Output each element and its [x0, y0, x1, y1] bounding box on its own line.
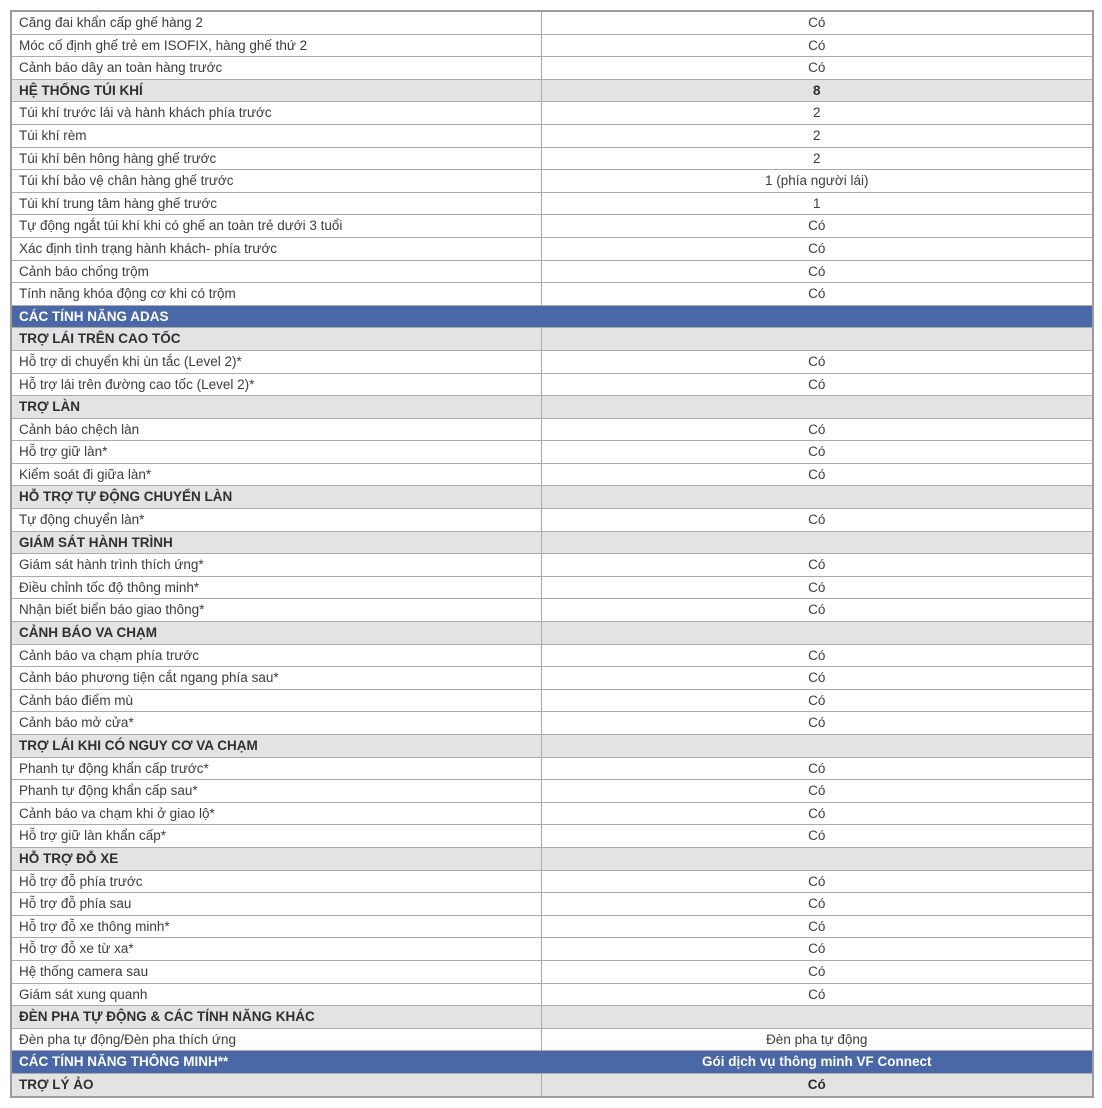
- table-row: [11, 509, 1093, 532]
- feature-label-cell: Phanh tự động khẩn cấp trước*: [11, 757, 541, 780]
- feature-label-cell: Giám sát hành trình thích ứng*: [11, 554, 541, 577]
- value-cell: [541, 328, 1093, 351]
- section-title-cell: TRỢ LÁI KHI CÓ NGUY CƠ VA CHẠM: [11, 735, 541, 758]
- table-row: [11, 192, 1093, 215]
- value-cell: Có: [541, 915, 1093, 938]
- section-title-cell: GIÁM SÁT HÀNH TRÌNH: [11, 531, 541, 554]
- section-title-cell: CẢNH BÁO VA CHẠM: [11, 622, 541, 645]
- section-title-cell: ĐÈN PHA TỰ ĐỘNG & CÁC TÍNH NĂNG KHÁC: [11, 1006, 541, 1029]
- value-cell: [541, 1006, 1093, 1029]
- feature-label-cell: Cảnh báo va chạm khi ở giao lộ*: [11, 802, 541, 825]
- section-header-row: [11, 622, 1093, 645]
- table-row: [11, 915, 1093, 938]
- feature-label-cell: Túi khí bên hông hàng ghế trước: [11, 147, 541, 170]
- table-row: [11, 215, 1093, 238]
- feature-label-cell: Cảnh báo va chạm phía trước: [11, 644, 541, 667]
- section-header-row: [11, 531, 1093, 554]
- value-cell: Có: [541, 667, 1093, 690]
- table-row: [11, 667, 1093, 690]
- table-row: [11, 260, 1093, 283]
- value-cell: [541, 531, 1093, 554]
- section-header-row: [11, 305, 1093, 328]
- value-cell: Có: [541, 283, 1093, 306]
- table-row: [11, 283, 1093, 306]
- table-row: [11, 147, 1093, 170]
- table-row: [11, 870, 1093, 893]
- feature-label-cell: Cảnh báo điểm mù: [11, 689, 541, 712]
- section-title-cell: TRỢ LÁI TRÊN CAO TỐC: [11, 328, 541, 351]
- value-cell: Có: [541, 1073, 1093, 1096]
- table-row: [11, 825, 1093, 848]
- table-row: [11, 893, 1093, 916]
- feature-label-cell: Điều chỉnh tốc độ thông minh*: [11, 576, 541, 599]
- feature-label-cell: Kiểm soát đi giữa làn*: [11, 463, 541, 486]
- feature-label-cell: Hỗ trợ di chuyển khi ùn tắc (Level 2)*: [11, 350, 541, 373]
- value-cell: Có: [541, 599, 1093, 622]
- section-title-cell: CÁC TÍNH NĂNG ADAS: [11, 305, 541, 328]
- value-cell: Có: [541, 802, 1093, 825]
- value-cell: [541, 622, 1093, 645]
- section-header-row: [11, 1006, 1093, 1029]
- value-cell: Có: [541, 34, 1093, 57]
- table-row: [11, 960, 1093, 983]
- value-cell: Có: [541, 893, 1093, 916]
- feature-label-cell: Cảnh báo mở cửa*: [11, 712, 541, 735]
- value-cell: Có: [541, 780, 1093, 803]
- value-cell: 1: [541, 192, 1093, 215]
- value-cell: 8: [541, 79, 1093, 102]
- feature-label-cell: Móc cố định ghế trẻ em ISOFIX, hàng ghế thứ 2: [11, 34, 541, 57]
- table-row: [11, 124, 1093, 147]
- feature-label-cell: Tự động ngắt túi khí khi có ghế an toàn trẻ dưới 3 tuổi: [11, 215, 541, 238]
- value-cell: Có: [541, 644, 1093, 667]
- table-row: [11, 938, 1093, 961]
- value-cell: [541, 396, 1093, 419]
- value-cell: [541, 486, 1093, 509]
- feature-label-cell: Xác định tình trạng hành khách- phía trước: [11, 237, 541, 260]
- table-row: [11, 102, 1093, 125]
- feature-label-cell: Hỗ trợ đỗ xe thông minh*: [11, 915, 541, 938]
- section-title-cell: CÁC TÍNH NĂNG THÔNG MINH**: [11, 1051, 541, 1074]
- table-row: [11, 441, 1093, 464]
- value-cell: Gói dịch vụ thông minh VF Connect: [541, 1051, 1093, 1074]
- feature-label-cell: Hỗ trợ giữ làn*: [11, 441, 541, 464]
- section-header-row: [11, 1051, 1093, 1074]
- value-cell: Có: [541, 373, 1093, 396]
- table-row: [11, 11, 1093, 34]
- table-row: [11, 599, 1093, 622]
- table-row: [11, 983, 1093, 1006]
- section-title-cell: TRỢ LÀN: [11, 396, 541, 419]
- feature-label-cell: Hỗ trợ đỗ xe từ xa*: [11, 938, 541, 961]
- section-title-cell: HỆ THỐNG TÚI KHÍ: [11, 79, 541, 102]
- feature-label-cell: Giám sát xung quanh: [11, 983, 541, 1006]
- feature-label-cell: Túi khí trước lái và hành khách phía trước: [11, 102, 541, 125]
- value-cell: Có: [541, 938, 1093, 961]
- feature-label-cell: Hỗ trợ giữ làn khẩn cấp*: [11, 825, 541, 848]
- value-cell: Có: [541, 237, 1093, 260]
- spec-table: [10, 10, 1094, 1098]
- table-row: [11, 418, 1093, 441]
- table-row: [11, 373, 1093, 396]
- value-cell: Có: [541, 57, 1093, 80]
- value-cell: Có: [541, 509, 1093, 532]
- value-cell: 2: [541, 147, 1093, 170]
- feature-label-cell: Căng đai khẩn cấp ghế hàng 2: [11, 11, 541, 34]
- feature-label-cell: Đèn pha tự động/Đèn pha thích ứng: [11, 1028, 541, 1051]
- value-cell: Có: [541, 983, 1093, 1006]
- section-header-row: [11, 735, 1093, 758]
- value-cell: Có: [541, 215, 1093, 238]
- table-row: [11, 780, 1093, 803]
- value-cell: Có: [541, 576, 1093, 599]
- feature-label-cell: Cảnh báo chống trộm: [11, 260, 541, 283]
- section-header-row: [11, 396, 1093, 419]
- value-cell: 1 (phía người lái): [541, 170, 1093, 193]
- section-title-cell: TRỢ LÝ ẢO: [11, 1073, 541, 1096]
- feature-label-cell: Hỗ trợ đỗ phía sau: [11, 893, 541, 916]
- table-row: [11, 689, 1093, 712]
- value-cell: Có: [541, 870, 1093, 893]
- feature-label-cell: Túi khí rèm: [11, 124, 541, 147]
- section-title-cell: HỖ TRỢ TỰ ĐỘNG CHUYỂN LÀN: [11, 486, 541, 509]
- value-cell: Có: [541, 463, 1093, 486]
- feature-label-cell: Tự động chuyển làn*: [11, 509, 541, 532]
- table-row: [11, 554, 1093, 577]
- feature-label-cell: Cảnh báo chệch làn: [11, 418, 541, 441]
- feature-label-cell: Hỗ trợ lái trên đường cao tốc (Level 2)*: [11, 373, 541, 396]
- value-cell: Có: [541, 11, 1093, 34]
- feature-label-cell: Túi khí trung tâm hàng ghế trước: [11, 192, 541, 215]
- value-cell: Có: [541, 825, 1093, 848]
- value-cell: Có: [541, 441, 1093, 464]
- spec-table-body: [11, 11, 1093, 1097]
- value-cell: Có: [541, 712, 1093, 735]
- value-cell: [541, 847, 1093, 870]
- value-cell: Đèn pha tự động: [541, 1028, 1093, 1051]
- feature-label-cell: Hệ thống camera sau: [11, 960, 541, 983]
- value-cell: 2: [541, 124, 1093, 147]
- table-row: [11, 237, 1093, 260]
- table-row: [11, 463, 1093, 486]
- value-cell: Có: [541, 960, 1093, 983]
- table-row: [11, 350, 1093, 373]
- value-cell: Có: [541, 689, 1093, 712]
- feature-label-cell: Hỗ trợ đỗ phía trước: [11, 870, 541, 893]
- table-row: [11, 712, 1093, 735]
- section-title-cell: HỖ TRỢ ĐỖ XE: [11, 847, 541, 870]
- value-cell: Có: [541, 260, 1093, 283]
- value-cell: Có: [541, 554, 1093, 577]
- value-cell: [541, 735, 1093, 758]
- feature-label-cell: Phanh tự động khẩn cấp sau*: [11, 780, 541, 803]
- table-row: [11, 170, 1093, 193]
- section-header-row: [11, 1073, 1093, 1096]
- value-cell: 2: [541, 102, 1093, 125]
- table-row: [11, 576, 1093, 599]
- value-cell: Có: [541, 757, 1093, 780]
- feature-label-cell: Tính năng khóa động cơ khi có trộm: [11, 283, 541, 306]
- table-row: [11, 802, 1093, 825]
- section-header-row: [11, 486, 1093, 509]
- section-header-row: [11, 79, 1093, 102]
- value-cell: Có: [541, 418, 1093, 441]
- feature-label-cell: Cảnh báo phương tiện cắt ngang phía sau*: [11, 667, 541, 690]
- table-row: [11, 1028, 1093, 1051]
- table-row: [11, 57, 1093, 80]
- feature-label-cell: Nhận biết biển báo giao thông*: [11, 599, 541, 622]
- section-header-row: [11, 847, 1093, 870]
- table-row: [11, 34, 1093, 57]
- value-cell: Có: [541, 350, 1093, 373]
- feature-label-cell: Túi khí bảo vệ chân hàng ghế trước: [11, 170, 541, 193]
- table-row: [11, 757, 1093, 780]
- table-row: [11, 644, 1093, 667]
- feature-label-cell: Cảnh báo dây an toàn hàng trước: [11, 57, 541, 80]
- value-cell: [541, 305, 1093, 328]
- section-header-row: [11, 328, 1093, 351]
